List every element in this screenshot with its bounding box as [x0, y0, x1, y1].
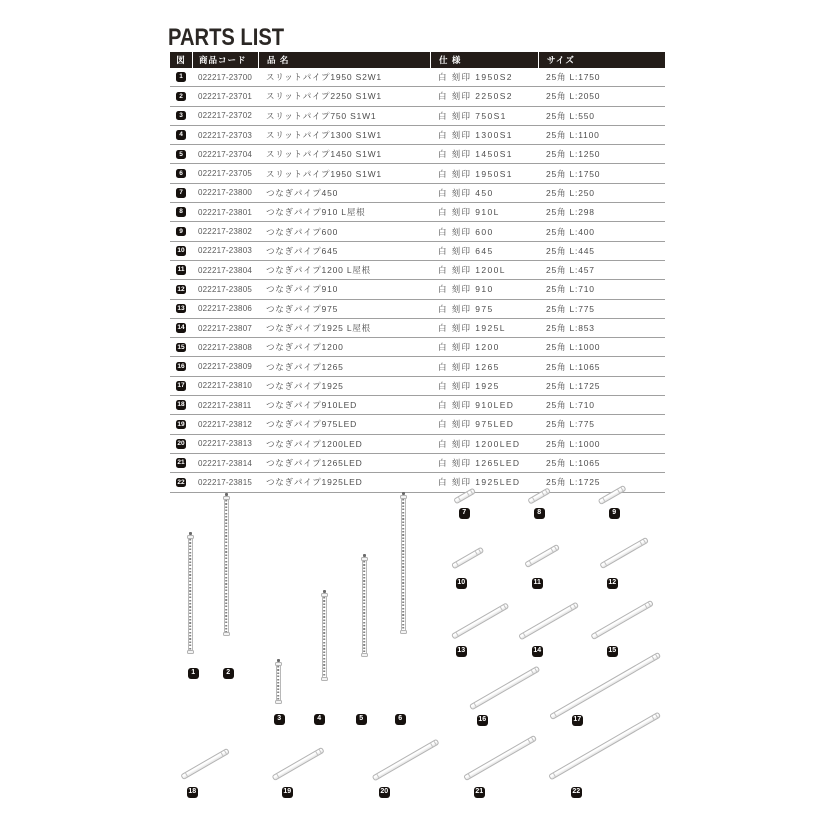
spec-cell: 白 刻印 1925L: [438, 323, 506, 333]
product-name-cell: スリットパイプ750 S1W1: [266, 110, 377, 121]
pipe-cap-bottom: [321, 677, 328, 681]
slit-pipe-figure-2: [223, 493, 230, 636]
figure-badge: 3: [176, 111, 186, 121]
pipe-slit: [225, 500, 227, 632]
slit-pipe-figure-4: [321, 590, 328, 681]
pipe-collar-line: [595, 633, 598, 637]
pipe-collar-line: [542, 492, 545, 496]
product-code-cell: 022217-23812: [198, 419, 253, 429]
pipe-collar-line: [528, 739, 531, 743]
spec-cell: 白 刻印 1200L: [438, 265, 506, 276]
figure-badge-2: 2: [223, 668, 234, 679]
product-name-cell: つなぎパイプ1925 L屋根: [266, 323, 371, 333]
product-name-cell: スリットパイプ1950 S1W1: [266, 168, 382, 179]
column-header-product-name: 品 名: [258, 52, 430, 68]
figure-badge-4: 4: [314, 714, 325, 725]
product-code-cell: 022217-23815: [198, 477, 253, 487]
tsunagi-pipe-figure-18: [180, 748, 230, 780]
product-code-cell: 022217-23802: [198, 227, 253, 237]
tsunagi-pipe-figure-16: [468, 666, 539, 710]
pipe-collar-line: [643, 540, 646, 544]
product-code-cell: 022217-23806: [198, 304, 253, 314]
pipe-collar-line: [473, 703, 476, 707]
tsunagi-pipe-figure-14: [518, 602, 579, 640]
product-name-cell: スリットパイプ2250 S1W1: [266, 91, 382, 102]
spec-cell: 白 刻印 750S1: [438, 110, 507, 121]
product-name-cell: つなぎパイプ1925LED: [266, 477, 363, 488]
spec-cell: 白 刻印 1450S1: [438, 149, 513, 160]
figure-badge: 6: [176, 169, 186, 179]
pipe-collar-line: [376, 774, 379, 778]
size-cell: 25角 L:550: [546, 110, 595, 121]
figure-badge-15: 15: [607, 646, 618, 657]
pipe-collar-line: [640, 541, 643, 545]
product-code-cell: 022217-23800: [198, 188, 253, 198]
pipe-collar-line: [569, 606, 572, 610]
size-cell: 25角 L:1725: [546, 477, 601, 488]
product-code-cell: 022217-23808: [198, 342, 253, 352]
size-cell: 25角 L:1250: [546, 149, 601, 160]
figure-badge-17: 17: [572, 715, 583, 726]
tsunagi-pipe-figure-19: [272, 747, 325, 781]
tsunagi-pipe-figure-12: [599, 537, 649, 569]
tsunagi-pipe-figure-10: [450, 547, 483, 569]
spec-cell: 白 刻印 975LED: [438, 419, 515, 430]
figure-badge-7: 7: [459, 508, 470, 519]
figure-badge: 14: [177, 324, 185, 332]
pipe-cap-bottom: [400, 630, 407, 634]
size-cell: 25角 L:1100: [546, 130, 600, 141]
spec-cell: 白 刻印 910: [438, 284, 494, 295]
spec-cell: 白 刻印 1925LED: [438, 477, 521, 488]
size-cell: 25角 L:710: [546, 284, 595, 295]
tsunagi-pipe-figure-20: [371, 739, 439, 781]
product-code-cell: 022217-23814: [198, 458, 253, 468]
pipe-slit: [402, 499, 404, 630]
figure-badge: 19: [177, 420, 185, 428]
figure-badge: 8: [176, 207, 186, 217]
pipe-collar-line: [474, 551, 477, 555]
tsunagi-pipe-figure-17: [549, 652, 661, 720]
tsunagi-pipe-figure-9: [598, 485, 627, 505]
size-cell: 25角 L:445: [546, 245, 595, 256]
product-name-cell: つなぎパイプ450: [266, 187, 339, 198]
size-cell: 25角 L:2050: [546, 91, 601, 102]
pipe-collar-line: [531, 738, 534, 742]
product-code-cell: 022217-23805: [198, 284, 253, 294]
figure-badge: 15: [177, 343, 185, 351]
figure-badge-21: 21: [474, 787, 485, 798]
figure-badge-5: 5: [356, 714, 367, 725]
pipe-body: [362, 561, 367, 653]
pipe-body: [276, 666, 281, 700]
figure-badge-20: 20: [379, 787, 390, 798]
product-code-cell: 022217-23811: [198, 400, 252, 410]
spec-cell: 白 刻印 1200: [438, 342, 500, 353]
figure-badge: 17: [177, 382, 185, 390]
pipe-slit: [363, 561, 365, 653]
pipe-collar-line: [554, 547, 557, 551]
page-title: PARTS LIST: [168, 24, 285, 51]
product-code-cell: 022217-23700: [198, 72, 253, 82]
product-code-cell: 022217-23807: [198, 323, 253, 333]
size-cell: 25角 L:853: [546, 323, 595, 333]
pipe-collar-line: [655, 655, 658, 659]
spec-cell: 白 刻印 1300S1: [438, 130, 513, 141]
product-code-cell: 022217-23701: [198, 91, 253, 101]
product-code-cell: 022217-23803: [198, 246, 253, 256]
pipe-collar-line: [554, 713, 557, 717]
product-code-cell: 022217-23704: [198, 149, 253, 159]
pipe-collar-line: [604, 562, 607, 566]
figure-badge: 7: [176, 188, 186, 198]
figure-badge-19: 19: [282, 787, 293, 798]
size-cell: 25角 L:1725: [546, 380, 601, 391]
pipe-collar-line: [315, 751, 318, 755]
size-cell: 25角 L:1750: [546, 72, 601, 83]
figure-badge-1: 1: [188, 668, 199, 679]
product-code-cell: 022217-23804: [198, 265, 253, 275]
pipe-body: [188, 539, 193, 650]
size-cell: 25角 L:710: [546, 400, 595, 411]
pipe-cap-bottom: [187, 650, 194, 654]
figure-badge: 12: [177, 285, 185, 293]
pipe-slit: [323, 597, 325, 677]
spec-cell: 白 刻印 600: [438, 226, 494, 237]
product-name-cell: つなぎパイプ1265LED: [266, 458, 363, 469]
figure-badge: 5: [176, 150, 186, 160]
figure-badge: 16: [177, 362, 185, 370]
tsunagi-pipe-figure-15: [590, 600, 653, 640]
slit-pipe-figure-3: [275, 659, 282, 704]
pipe-collar-line: [529, 561, 532, 565]
figure-badge-13: 13: [456, 646, 467, 657]
pipe-collar-line: [456, 632, 459, 636]
tsunagi-pipe-figure-13: [451, 603, 509, 640]
spec-cell: 白 刻印 1950S1: [438, 168, 513, 179]
product-name-cell: スリットパイプ1450 S1W1: [266, 149, 382, 160]
size-cell: 25角 L:1000: [546, 438, 601, 449]
product-name-cell: つなぎパイプ975LED: [266, 419, 358, 430]
size-cell: 25角 L:1000: [546, 342, 601, 353]
slit-pipe-figure-5: [361, 554, 368, 657]
pipe-collar-line: [648, 603, 651, 607]
product-name-cell: スリットパイプ1300 S1W1: [266, 130, 382, 141]
product-name-cell: つなぎパイプ1200: [266, 342, 344, 353]
column-header-figure: 図: [176, 55, 186, 65]
pipe-collar-line: [617, 489, 620, 493]
pipe-collar-line: [185, 773, 188, 777]
figure-badge-16: 16: [477, 715, 488, 726]
figure-badge-22: 22: [571, 787, 582, 798]
figure-badge-11: 11: [532, 578, 543, 589]
spec-cell: 白 刻印 645: [438, 245, 494, 256]
pipe-collar-line: [466, 492, 469, 496]
size-cell: 25角 L:1750: [546, 168, 601, 179]
product-name-cell: つなぎパイプ600: [266, 226, 339, 237]
pipe-collar-line: [221, 752, 224, 756]
figure-badge-12: 12: [607, 578, 618, 589]
pipe-cap-bottom: [275, 700, 282, 704]
spec-cell: 白 刻印 910LED: [438, 400, 515, 411]
figure-badge: 1: [176, 72, 186, 82]
pipe-collar-line: [503, 605, 506, 609]
figure-badge: 2: [176, 92, 186, 102]
figure-badge: 13: [177, 304, 185, 312]
pipe-slit: [277, 666, 279, 700]
figure-badge-9: 9: [609, 508, 620, 519]
size-cell: 25角 L:1065: [546, 458, 601, 469]
spec-cell: 白 刻印 2250S2: [438, 91, 513, 102]
product-name-cell: つなぎパイプ1200LED: [266, 438, 363, 449]
pipe-body: [401, 499, 406, 630]
pipe-collar-line: [522, 633, 525, 637]
spec-cell: 白 刻印 450: [438, 187, 494, 198]
pipe-collar-line: [552, 773, 555, 777]
pipe-collar-line: [533, 668, 536, 672]
product-code-cell: 022217-23703: [198, 130, 253, 140]
column-header-size: サイズ: [538, 52, 665, 68]
tsunagi-pipe-figure-21: [463, 735, 537, 781]
size-cell: 25角 L:298: [546, 207, 595, 218]
product-name-cell: つなぎパイプ910 L屋根: [266, 207, 366, 218]
product-code-cell: 022217-23801: [198, 207, 253, 217]
pipe-collar-line: [530, 670, 533, 674]
figure-badge-18: 18: [187, 787, 198, 798]
tsunagi-pipe-figure-22: [548, 712, 661, 780]
figure-badge: 4: [176, 130, 186, 140]
figure-badge: 21: [177, 459, 185, 467]
spec-cell: 白 刻印 1200LED: [438, 438, 521, 449]
pipe-cap-bottom: [361, 653, 368, 657]
figure-badge: 22: [177, 478, 185, 486]
product-name-cell: つなぎパイプ910LED: [266, 400, 358, 411]
pipe-collar-line: [652, 656, 655, 660]
pipe-collar-line: [645, 604, 648, 608]
column-header-product-code: 商品コード: [192, 52, 258, 68]
product-code-cell: 022217-23702: [198, 111, 253, 121]
size-cell: 25角 L:1065: [546, 361, 601, 372]
pipe-collar-line: [620, 488, 623, 492]
pipe-collar-line: [469, 490, 472, 494]
tsunagi-pipe-figure-8: [527, 488, 551, 505]
spec-cell: 白 刻印 910L: [438, 207, 500, 218]
figure-badge: 18: [177, 401, 185, 409]
figure-badge-8: 8: [534, 508, 545, 519]
figure-badge-3: 3: [274, 714, 285, 725]
product-name-cell: つなぎパイプ1265: [266, 361, 344, 372]
figure-badge-6: 6: [395, 714, 406, 725]
size-cell: 25角 L:775: [546, 303, 595, 314]
spec-cell: 白 刻印 975: [438, 303, 494, 314]
spec-cell: 白 刻印 1925: [438, 380, 500, 391]
tsunagi-pipe-figure-7: [453, 488, 476, 504]
spec-cell: 白 刻印 1950S2: [438, 72, 513, 83]
product-code-cell: 022217-23809: [198, 362, 253, 372]
pipe-collar-line: [457, 497, 460, 501]
pipe-collar-line: [477, 549, 480, 553]
slit-pipe-figure-6: [400, 492, 407, 634]
pipe-collar-line: [318, 750, 321, 754]
spec-cell: 白 刻印 1265LED: [438, 458, 521, 469]
product-code-cell: 022217-23813: [198, 439, 253, 449]
pipe-collar-line: [572, 604, 575, 608]
size-cell: 25角 L:250: [546, 187, 595, 198]
product-code-cell: 022217-23810: [198, 381, 253, 391]
product-name-cell: スリットパイプ1950 S2W1: [266, 72, 382, 83]
pipe-collar-line: [545, 490, 548, 494]
tsunagi-pipe-figure-11: [524, 544, 560, 568]
figure-badge-14: 14: [532, 646, 543, 657]
pipe-collar-line: [224, 751, 227, 755]
figure-badge: 10: [177, 247, 185, 255]
column-header-spec: 仕 様: [430, 52, 538, 68]
pipe-collar-line: [430, 743, 433, 747]
pipe-collar-line: [651, 716, 654, 720]
pipe-collar-line: [654, 714, 657, 718]
figure-badge: 9: [176, 227, 186, 237]
product-name-cell: つなぎパイプ1925: [266, 380, 344, 391]
size-cell: 25角 L:400: [546, 226, 595, 237]
pipe-collar-line: [551, 548, 554, 552]
pipe-cap-bottom: [223, 632, 230, 636]
pipe-collar-line: [468, 774, 471, 778]
pipe-collar-line: [500, 607, 503, 611]
figure-badge-10: 10: [456, 578, 467, 589]
slit-pipe-figure-1: [187, 532, 194, 654]
product-name-cell: つなぎパイプ910: [266, 284, 339, 295]
spec-cell: 白 刻印 1265: [438, 361, 500, 372]
product-name-cell: つなぎパイプ1200 L屋根: [266, 265, 371, 276]
pipe-body: [224, 500, 229, 632]
pipe-collar-line: [433, 741, 436, 745]
pipe-collar-line: [276, 774, 279, 778]
pipe-collar-line: [532, 497, 535, 501]
size-cell: 25角 L:457: [546, 265, 595, 276]
product-name-cell: つなぎパイプ975: [266, 303, 339, 314]
pipe-slit: [189, 539, 191, 650]
product-code-cell: 022217-23705: [198, 169, 253, 179]
pipe-body: [322, 597, 327, 677]
figure-badge: 11: [177, 266, 185, 274]
product-name-cell: つなぎパイプ645: [266, 245, 339, 256]
pipe-collar-line: [602, 498, 605, 502]
figure-badge: 20: [177, 440, 185, 448]
size-cell: 25角 L:775: [546, 419, 595, 430]
pipe-collar-line: [455, 562, 458, 566]
